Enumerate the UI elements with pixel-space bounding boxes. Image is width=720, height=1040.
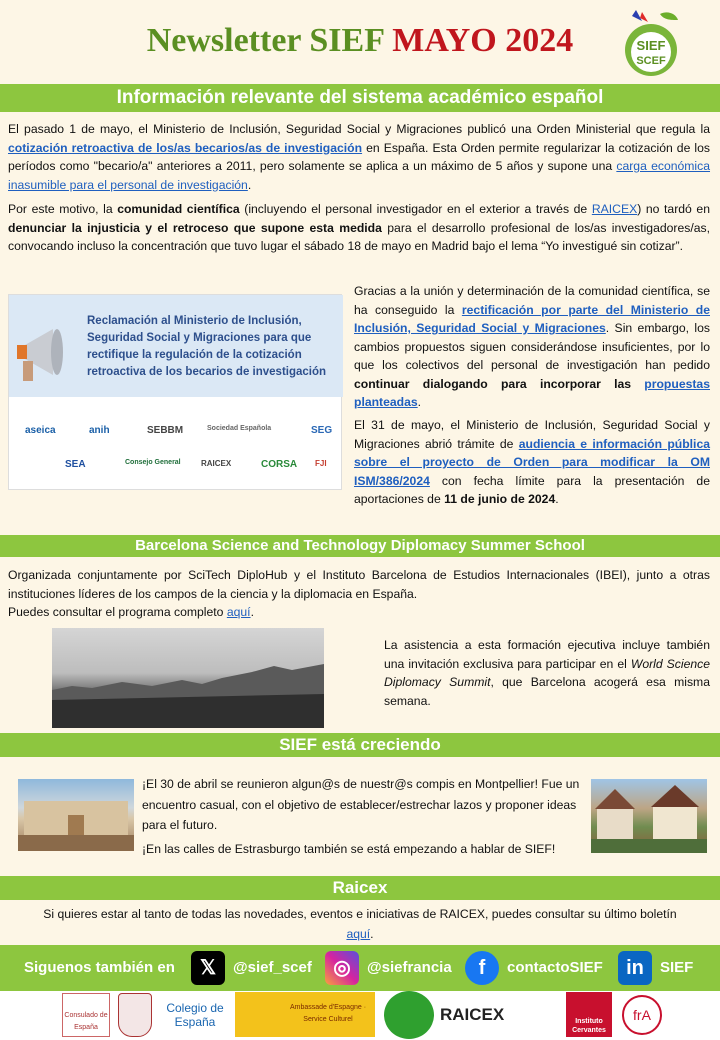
instagram-handle[interactable]: @siefrancia [367, 959, 452, 976]
raicex-logo: RAICEX [440, 1005, 505, 1024]
x-icon[interactable]: 𝕏 [191, 951, 225, 985]
paragraph-asistencia: La asistencia a esta formación ejecutiva incluye también una invitación exclusiva para participar en el World Science Diplomacy Summit, que Barcelona acogerá esa misma semana. [384, 638, 710, 708]
paragraph-estrasburgo: ¡En las calles de Estrasburgo también se está empezando a hablar de SIEF! [142, 842, 556, 856]
logo-text-top: SIEF [636, 38, 666, 53]
instagram-icon[interactable]: ◎ [325, 951, 359, 985]
link-cotizacion[interactable]: cotización retroactiva de los/as becarios/as de investigación [8, 140, 363, 155]
paragraph-summer-school: Organizada conjuntamente por SciTech DiploHub y el Instituto Barcelona de Estudios Internacionales (IBEI), junto a otras instituciones líderes de los campos de la ciencia y la diplomacia en España. Puedes consultar el programa completo aquí. [8, 568, 710, 619]
fra-logo: frA [622, 995, 662, 1035]
barcelona-photo [52, 628, 324, 728]
link-rectificacion[interactable]: rectificación por parte del Ministerio de Inclusión, Seguridad Social y Migraciones [354, 302, 710, 335]
paragraph-comunidad: Por este motivo, la comunidad científica (incluyendo el personal investigador en el exterior a través de RAICEX) no tardó en denunciar la injusticia y el retroceso que supone esta medida para el desarrollo profesional de los/as investigadores/as, convocando incluso la concentración que tuvo lugar el sábado 18 de mayo en Madrid bajo el lema “Yo investigué sin cotizar”. [8, 202, 710, 253]
apple-logo [384, 991, 434, 1039]
link-audiencia[interactable]: audiencia e información pública sobre el proyecto de Orden para modificar la OM ISM/386/2024 [354, 436, 711, 488]
title-month: MAYO 2024 [392, 22, 574, 59]
link-boletin[interactable]: aquí [346, 926, 371, 941]
cervantes-logo: Instituto Cervantes [566, 992, 612, 1037]
link-programa[interactable]: aquí [226, 605, 251, 619]
link-raicex[interactable]: RAICEX [591, 202, 638, 216]
banner-text: Reclamación al Ministerio de Inclusión, Seguridad Social y Migraciones para que rectifique la regulación de la cotización retroactiva de los becarios de investigación [87, 315, 327, 378]
crest-icon [118, 993, 152, 1037]
paragraph-order: El pasado 1 de mayo, el Ministerio de Inclusión, Seguridad Social y Migraciones publicó una Orden Ministerial que regula la cotización retroactiva de los/as becarios/as de investigación en España. Esta Orden permite regularizar la cotización de los períodos como "becario/a" anteriores a 2011, pero solamente se aplica a un máximo de 5 años y supone una carga económica inasumible para el personal de investigación. [8, 122, 711, 192]
paragraph-audiencia: El 31 de mayo, el Ministerio de Inclusión, Seguridad Social y Migraciones abrió trámite de audiencia e información pública sobre el proyecto de Orden para modificar la OM ISM/386/2024 con fecha límite para la presentación de aportaciones de 11 de junio de 2024. [354, 418, 711, 506]
footer-logos [0, 991, 720, 1040]
colegio-logo: Colegio de España [166, 1001, 224, 1029]
logo-text-bottom: SCEF [636, 55, 666, 67]
title-green: Newsletter SIEF [146, 22, 393, 59]
paragraph-rectificacion: Gracias a la unión y determinación de la comunidad científica, se ha conseguido la rectificación por parte del Ministerio de Inclusión, Seguridad Social y Migraciones. Sin embargo, los cambios propuestos siguen considerándose insuficientes, por lo que los colectivos del personal de investigación han pedido continuar dialogando para incorporar las propuestas planteadas. [354, 284, 711, 409]
ambassade-logo: Ambassade d'Espagne · Service Culturel [235, 992, 375, 1037]
paragraph-montpellier: ¡El 30 de abril se reunieron algun@s de nuestr@s compis en Montpellier! Fue un encuentro casual, con el objetivo de establecer/estrechar lazos y proponer ideas para el futuro. [142, 777, 580, 832]
section-growing-title: SIEF está creciendo [0, 733, 720, 757]
sief-logo [618, 8, 684, 80]
paragraph-raicex: Si quieres estar al tanto de todas las novedades, eventos e iniciativas de RAICEX, puedes consultar su último boletín aquí. [43, 907, 677, 941]
facebook-handle[interactable]: contactoSIEF [507, 959, 603, 976]
megaphone-icon [13, 317, 83, 387]
montpellier-photo [18, 779, 134, 851]
linkedin-handle[interactable]: SIEF [660, 959, 694, 976]
x-handle[interactable]: @sief_scef [233, 959, 312, 976]
linkedin-icon[interactable]: in [618, 951, 652, 985]
social-label: Siguenos también en [24, 959, 175, 976]
section-summer-school-title: Barcelona Science and Technology Diplomacy Summer School [0, 535, 720, 557]
newsletter-title [0, 22, 720, 60]
link-carga-economica[interactable]: carga económica inasumible para el personal de investigación [8, 159, 711, 192]
section-academic-title: Información relevante del sistema académico español [0, 84, 720, 112]
consulado-logo: Consulado de España [62, 993, 110, 1037]
social-bar [0, 945, 720, 991]
reclamacion-banner: Reclamación al Ministerio de Inclusión, Seguridad Social y Migraciones para que rectifique la regulación de la cotización retroactiva de los becarios de investigación aseica anih SEBBM Sociedad Española SEG SEA Consejo General RAICEX CORSA FJI [8, 294, 342, 490]
section-raicex-title: Raicex [0, 876, 720, 900]
facebook-icon[interactable]: f [465, 951, 499, 985]
link-propuestas[interactable]: propuestas planteadas [354, 376, 710, 409]
strasbourg-photo [591, 779, 707, 853]
